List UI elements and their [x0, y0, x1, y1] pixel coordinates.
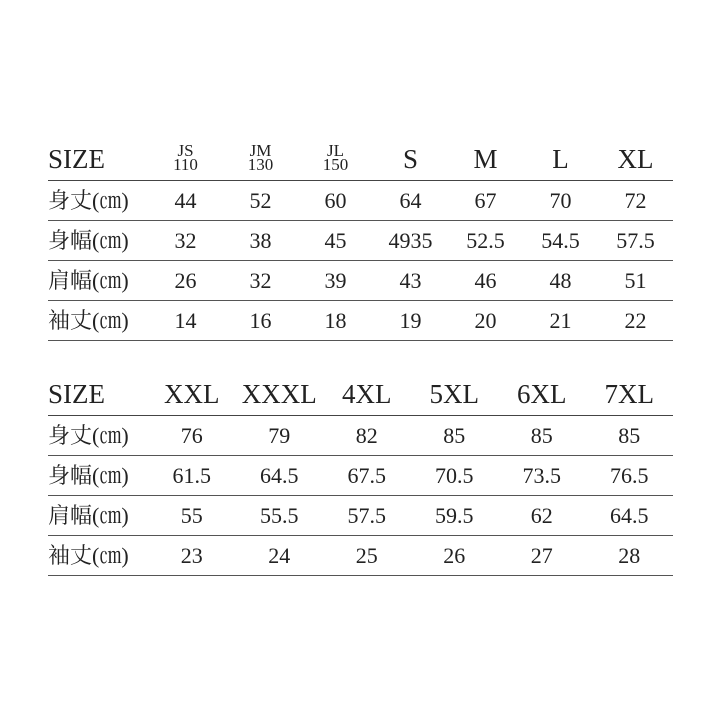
- size-table-2: [48, 373, 673, 576]
- table-cell: 25: [323, 536, 411, 576]
- size-header-cell: S: [402, 143, 419, 174]
- size-header-cell: 4XL: [342, 378, 392, 409]
- table-row: [48, 221, 673, 261]
- row-label: 肩幅(㎝): [48, 496, 148, 536]
- row-label: 身丈(㎝): [48, 181, 148, 221]
- table-cell: 67: [448, 181, 523, 221]
- table-cell: 85: [586, 416, 674, 456]
- table-row: [48, 456, 673, 496]
- table-cell: 61.5: [148, 456, 236, 496]
- size-header-cell: 7XL: [604, 378, 654, 409]
- table-cell: 73.5: [498, 456, 586, 496]
- table-cell: 44: [148, 181, 223, 221]
- row-label: 袖丈(㎝): [48, 301, 148, 341]
- row-label: 身丈(㎝): [48, 416, 148, 456]
- table-cell: 38: [223, 221, 298, 261]
- table-cell: 14: [148, 301, 223, 341]
- size-header-cell: JS 110: [173, 140, 198, 174]
- table-cell: 20: [448, 301, 523, 341]
- size-header-cell: XXXL: [241, 378, 317, 409]
- table-cell: 26: [148, 261, 223, 301]
- size-table-1: [48, 138, 673, 341]
- size-header-row: [48, 138, 673, 181]
- row-label: 身幅(㎝): [48, 221, 148, 261]
- table-cell: 67.5: [323, 456, 411, 496]
- table-cell: 85: [498, 416, 586, 456]
- table-cell: 43: [373, 261, 448, 301]
- table-cell: 76: [148, 416, 236, 456]
- table-cell: 23: [148, 536, 236, 576]
- table-cell: 64: [373, 181, 448, 221]
- table-cell: 4935: [373, 221, 448, 261]
- table-cell: 27: [498, 536, 586, 576]
- table-cell: 85: [411, 416, 499, 456]
- table-row: [48, 416, 673, 456]
- table-cell: 70: [523, 181, 598, 221]
- size-header-cell: M: [473, 143, 498, 174]
- table-cell: 54.5: [523, 221, 598, 261]
- table-cell: 64.5: [586, 496, 674, 536]
- table-cell: 39: [298, 261, 373, 301]
- table-cell: 76.5: [586, 456, 674, 496]
- table-cell: 28: [586, 536, 674, 576]
- row-label: 身幅(㎝): [48, 456, 148, 496]
- row-label: 肩幅(㎝): [48, 261, 148, 301]
- table-cell: 22: [598, 301, 673, 341]
- table-cell: 52.5: [448, 221, 523, 261]
- size-header-label: SIZE: [48, 378, 105, 409]
- table-cell: 16: [223, 301, 298, 341]
- table-cell: 55: [148, 496, 236, 536]
- table-cell: 57.5: [598, 221, 673, 261]
- table-cell: 70.5: [411, 456, 499, 496]
- size-header-cell: 6XL: [517, 378, 567, 409]
- table-row: [48, 536, 673, 576]
- table-row: [48, 261, 673, 301]
- table-cell: 72: [598, 181, 673, 221]
- table-cell: 62: [498, 496, 586, 536]
- table-cell: 19: [373, 301, 448, 341]
- table-row: [48, 496, 673, 536]
- size-header-cell: L: [552, 143, 569, 174]
- table-row: [48, 181, 673, 221]
- size-header-label: SIZE: [48, 143, 105, 174]
- table-cell: 57.5: [323, 496, 411, 536]
- table-cell: 21: [523, 301, 598, 341]
- table-cell: 59.5: [411, 496, 499, 536]
- size-header-cell: JL 150: [322, 140, 349, 174]
- table-cell: 60: [298, 181, 373, 221]
- table-cell: 26: [411, 536, 499, 576]
- size-header-cell: XL: [617, 143, 654, 174]
- table-cell: 45: [298, 221, 373, 261]
- table-cell: 18: [298, 301, 373, 341]
- size-header-cell: 5XL: [429, 378, 479, 409]
- table-row: [48, 301, 673, 341]
- table-cell: 24: [236, 536, 324, 576]
- size-header-cell: XXL: [164, 378, 220, 409]
- table-cell: 55.5: [236, 496, 324, 536]
- table-cell: 51: [598, 261, 673, 301]
- table-cell: 48: [523, 261, 598, 301]
- table-cell: 64.5: [236, 456, 324, 496]
- table-cell: 52: [223, 181, 298, 221]
- table-cell: 32: [223, 261, 298, 301]
- row-label: 袖丈(㎝): [48, 536, 148, 576]
- table-cell: 79: [236, 416, 324, 456]
- table-cell: 82: [323, 416, 411, 456]
- size-header-row: [48, 373, 673, 416]
- table-cell: 46: [448, 261, 523, 301]
- size-header-cell: JM 130: [247, 140, 274, 174]
- table-cell: 32: [148, 221, 223, 261]
